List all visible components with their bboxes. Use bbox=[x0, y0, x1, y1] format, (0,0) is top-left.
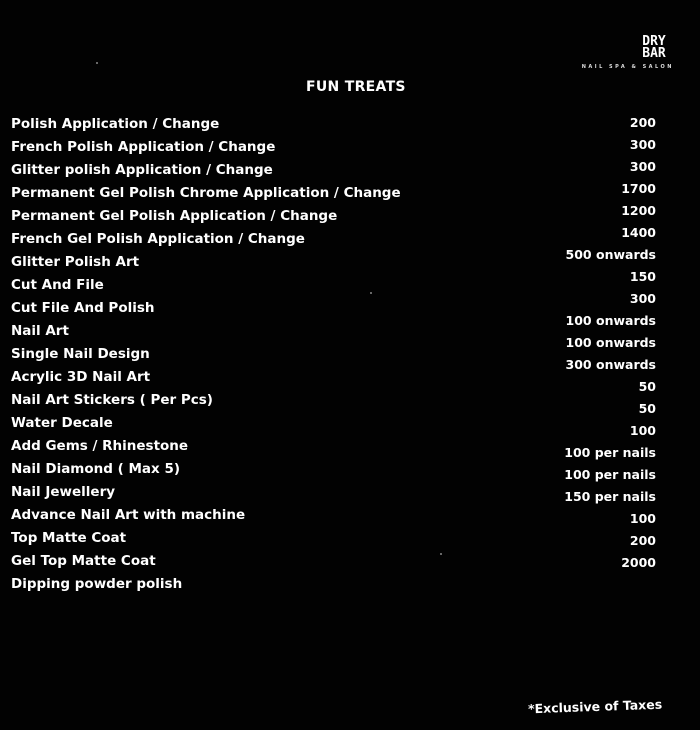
tax-note: *Exclusive of Taxes bbox=[527, 696, 663, 717]
service-item: Glitter Polish Art bbox=[11, 254, 140, 270]
price-value: 300 bbox=[629, 137, 656, 152]
price-value: 2000 bbox=[621, 555, 656, 570]
logo-word: DRY bbox=[642, 34, 666, 49]
service-item: Permanent Gel Polish Chrome Application / Change bbox=[11, 185, 401, 201]
service-item: Permanent Gel Polish Application / Change bbox=[11, 208, 338, 224]
service-item: Nail Art Stickers ( Per Pcs) bbox=[11, 392, 213, 408]
menu-title: FUN TREATS bbox=[306, 79, 406, 95]
price-value: 100 bbox=[629, 423, 656, 438]
price-value: 1400 bbox=[621, 225, 656, 240]
service-item: Gel Top Matte Coat bbox=[11, 553, 156, 569]
service-item: Top Matte Coat bbox=[11, 530, 127, 546]
price-value: 100 onwards bbox=[565, 313, 656, 328]
service-item: Nail Jewellery bbox=[11, 484, 116, 500]
service-item: French Gel Polish Application / Change bbox=[11, 231, 305, 247]
price-value: 1700 bbox=[621, 181, 656, 196]
price-list bbox=[516, 113, 656, 575]
price-value: 100 bbox=[629, 511, 656, 526]
price-value: 500 onwards bbox=[565, 247, 656, 262]
price-value: 50 bbox=[638, 379, 656, 394]
service-item: Cut File And Polish bbox=[11, 300, 155, 316]
price-value: 50 bbox=[638, 401, 656, 416]
price-value: 1200 bbox=[621, 203, 656, 218]
price-value: 300 bbox=[629, 159, 656, 174]
logo-word: BAR bbox=[642, 46, 666, 61]
price-value: 150 bbox=[629, 269, 656, 284]
logo-tagline: NAIL SPA & SALON bbox=[581, 64, 674, 70]
dust-speck bbox=[96, 62, 98, 64]
price-value: 150 per nails bbox=[564, 489, 656, 504]
service-item: Acrylic 3D Nail Art bbox=[11, 369, 151, 385]
service-item: French Polish Application / Change bbox=[11, 139, 276, 155]
service-list bbox=[11, 114, 471, 597]
price-value: 100 per nails bbox=[564, 467, 656, 482]
price-value: 100 per nails bbox=[564, 445, 656, 460]
price-value: 300 onwards bbox=[565, 357, 656, 372]
logo-mark bbox=[634, 36, 674, 60]
service-item: Polish Application / Change bbox=[11, 116, 220, 132]
brand-logo bbox=[582, 36, 674, 70]
service-item: Advance Nail Art with machine bbox=[11, 507, 246, 523]
dust-speck bbox=[370, 292, 372, 294]
service-item: Dipping powder polish bbox=[11, 576, 183, 592]
dust-speck bbox=[440, 553, 442, 555]
price-value: 200 bbox=[629, 533, 656, 548]
service-item: Nail Diamond ( Max 5) bbox=[11, 461, 181, 477]
price-value: 300 bbox=[629, 291, 656, 306]
service-item: Nail Art bbox=[11, 323, 69, 339]
price-value: 100 onwards bbox=[565, 335, 656, 350]
service-item: Cut And File bbox=[11, 277, 104, 293]
service-item: Glitter polish Application / Change bbox=[11, 162, 273, 178]
service-item: Single Nail Design bbox=[11, 346, 150, 362]
service-item: Water Decale bbox=[11, 415, 113, 431]
service-item: Add Gems / Rhinestone bbox=[11, 438, 189, 454]
price-value: 200 bbox=[629, 115, 656, 130]
